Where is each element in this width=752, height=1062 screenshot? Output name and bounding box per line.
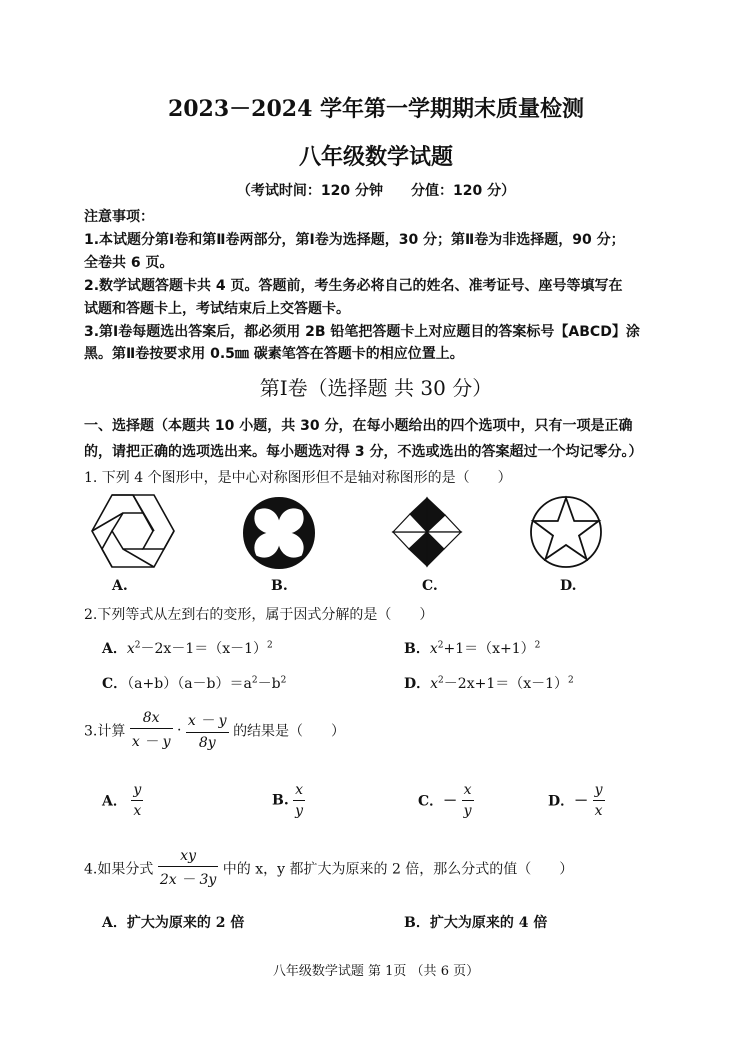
note-2-line-2: 试题和答题卡上，考试结束后上交答题卡。 bbox=[84, 301, 350, 317]
q1-figure-d bbox=[528, 494, 604, 570]
note-3-line-1: 3.第Ⅰ卷每题选出答案后，都必须用 2B 铅笔把答题卡上对应题目的答案标号【ABCD】涂 bbox=[84, 324, 640, 340]
section-intro-line-1: 一、选择题（本题共 10 小题，共 30 分，在每小题给出的四个选项中，只有一项是正确 bbox=[84, 418, 633, 434]
q3-option-c: C．－ $\frac{x}{y}$ bbox=[418, 782, 472, 819]
q3-option-a: A． $\frac{y}{x}$ bbox=[102, 782, 142, 819]
page-footer: 八年级数学试题 第 1页 （共 6 页） bbox=[272, 964, 480, 979]
q1-label-b: B. bbox=[271, 578, 288, 594]
notes-heading: 注意事项： bbox=[84, 209, 154, 225]
q1-figure-b bbox=[242, 496, 316, 570]
exam-subtitle: 八年级数学试题 bbox=[298, 144, 453, 170]
q3-option-d: D．－ $\frac{y}{x}$ bbox=[548, 782, 603, 819]
q2-option-a: A．$x^2-2x-1=(x-1)^2$ bbox=[102, 640, 273, 657]
q3-stem: 3.计算 $\frac{8x}{x - y}$ · $\frac{x - y}{8y}$ 的结果是（ ） bbox=[84, 710, 346, 751]
q3-option-b: B. $\frac{x}{y}$ bbox=[272, 782, 304, 819]
q1-figure-a bbox=[90, 492, 176, 570]
note-1-line-2: 全卷共 6 页。 bbox=[84, 255, 174, 271]
q4-option-a: A．扩大为原来的 2 倍 bbox=[102, 915, 245, 931]
note-2-line-1: 2.数学试题答题卡共 4 页。答题前，考生务必将自己的姓名、准考证号、座号等填写在 bbox=[84, 278, 623, 294]
q3-fraction-1: $\frac{8x}{x - y}$ bbox=[131, 710, 171, 750]
q4-fraction: $\frac{xy}{2x - 3y}$ bbox=[159, 848, 217, 888]
q1-figure-c bbox=[388, 494, 466, 570]
q4-stem: 4.如果分式 $\frac{xy}{2x - 3y}$ 中的 x，y 都扩大为原来的 2 倍，那么分式的值（ ） bbox=[84, 848, 574, 888]
q3-fraction-2: $\frac{x - y}{8y}$ bbox=[186, 710, 229, 751]
exam-title: 2023－2024 学年第一学期期末质量检测 bbox=[167, 96, 585, 122]
q2-option-c: C．$(a+b)(a-b)=a^2-b^2$ bbox=[102, 675, 287, 692]
q1-label-c: C. bbox=[422, 578, 438, 594]
note-1-line-1: 1.本试题分第Ⅰ卷和第Ⅱ卷两部分，第Ⅰ卷为选择题，30 分；第Ⅱ卷为非选择题，90 分； bbox=[84, 232, 625, 248]
section-title: 第Ⅰ卷（选择题 共 30 分） bbox=[259, 376, 493, 400]
q2-option-b: B．$x^2+1=(x+1)^2$ bbox=[404, 640, 541, 657]
note-3-line-2: 黑。第Ⅱ卷按要求用 0.5㎜ 碳素笔答在答题卡的相应位置上。 bbox=[84, 346, 464, 362]
q2-option-d: D．$x^2-2x+1=(x-1)^2$ bbox=[404, 675, 574, 692]
q4-option-b: B．扩大为原来的 4 倍 bbox=[404, 915, 548, 931]
exam-info: （考试时间：120 分钟 分值：120 分） bbox=[236, 183, 516, 199]
section-intro-line-2: 的，请把正确的选项选出来。每小题选对得 3 分，不选或选出的答案超过一个均记零分。） bbox=[84, 444, 643, 460]
q1-label-d: D. bbox=[560, 578, 577, 594]
q2-stem: 2.下列等式从左到右的变形，属于因式分解的是（ ） bbox=[84, 607, 434, 623]
q1-stem: 1. 下列 4 个图形中，是中心对称图形但不是轴对称图形的是（ ） bbox=[84, 470, 512, 486]
q1-label-a: A. bbox=[112, 578, 128, 594]
